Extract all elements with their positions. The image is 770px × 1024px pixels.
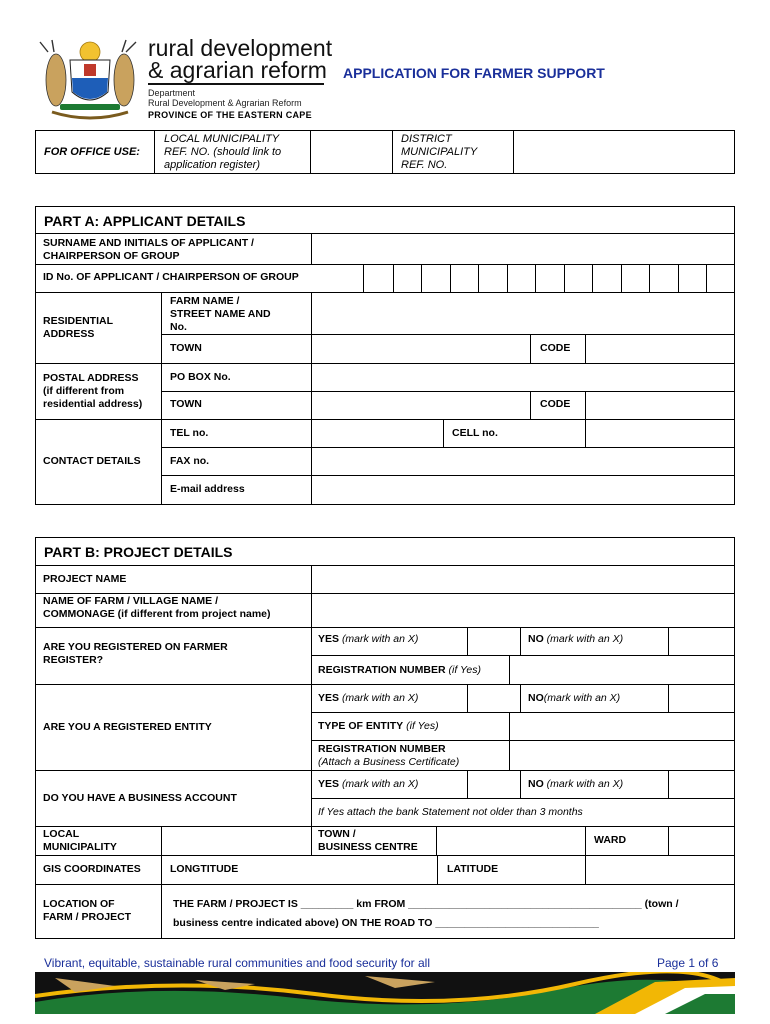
entity-no-label: NO(mark with an X) <box>528 692 621 704</box>
latitude-label: LATITUDE <box>447 863 499 875</box>
id-digit-box[interactable] <box>678 265 707 292</box>
id-digit-box[interactable] <box>649 265 678 292</box>
surname-input[interactable] <box>312 234 734 264</box>
code-input[interactable] <box>586 335 734 363</box>
project-name-input[interactable] <box>312 566 734 593</box>
id-digit-box[interactable] <box>535 265 564 292</box>
part-a-title: PART A: APPLICANT DETAILS <box>44 213 246 229</box>
tel-label: TEL no. <box>170 427 209 439</box>
account-no-label: NO (mark with an X) <box>528 778 624 790</box>
code-label: CODE <box>540 342 571 354</box>
register-no-checkbox[interactable] <box>669 628 734 655</box>
po-box-input[interactable] <box>312 364 734 390</box>
postal-code-input[interactable] <box>586 392 734 419</box>
id-digit-box[interactable] <box>393 265 422 292</box>
surname-label: SURNAME AND INITIALS OF APPLICANT / CHAIRPERSON OF GROUP <box>43 237 254 262</box>
footer-motto: Vibrant, equitable, sustainable rural communities and food security for all <box>44 956 430 970</box>
ward-input[interactable] <box>669 827 734 855</box>
register-yes-label: YES (mark with an X) <box>318 633 419 645</box>
id-digit-box[interactable] <box>478 265 507 292</box>
register-number-label: REGISTRATION NUMBER (if Yes) <box>318 664 481 676</box>
local-municipality-label: LOCAL MUNICIPALITY <box>43 828 117 853</box>
farm-name-label: FARM NAME / STREET NAME AND No. <box>170 295 271 333</box>
type-of-entity-input[interactable] <box>510 713 734 740</box>
local-ref-input[interactable] <box>310 130 393 174</box>
town-label: TOWN <box>170 342 202 354</box>
longitude-label: LONGTITUDE <box>170 863 239 875</box>
office-use-label-cell: FOR OFFICE USE: <box>35 130 155 174</box>
form-title: APPLICATION FOR FARMER SUPPORT <box>343 65 605 81</box>
tel-input[interactable] <box>312 420 442 447</box>
cell-label: CELL no. <box>452 427 498 439</box>
entity-yes-label: YES (mark with an X) <box>318 692 419 704</box>
brand-divider <box>148 83 324 85</box>
id-digit-box[interactable] <box>364 265 392 292</box>
brand-line-2: & agrarian reform <box>148 57 327 83</box>
register-no-label: NO (mark with an X) <box>528 633 624 645</box>
account-no-checkbox[interactable] <box>669 771 734 798</box>
id-digit-box[interactable] <box>706 265 735 292</box>
town-business-centre-input[interactable] <box>437 827 585 855</box>
part-b-title: PART B: PROJECT DETAILS <box>44 544 233 560</box>
fax-label: FAX no. <box>170 455 210 467</box>
postal-address-label: POSTAL ADDRESS (if different from residential address) <box>43 372 143 410</box>
entity-reg-number-input[interactable] <box>510 741 734 770</box>
email-input[interactable] <box>312 476 734 504</box>
district-ref-label-cell: DISTRICT MUNICIPALITY REF. NO. <box>392 130 514 174</box>
entity-no-checkbox[interactable] <box>669 685 734 712</box>
cell-input[interactable] <box>586 420 734 447</box>
location-label: LOCATION OF FARM / PROJECT <box>43 898 132 923</box>
account-yes-label: YES (mark with an X) <box>318 778 419 790</box>
code2-label: CODE <box>540 398 571 410</box>
location-line-2[interactable]: business centre indicated above) ON THE ROAD TO ____________________________ <box>173 917 599 929</box>
provincial-coat-of-arms-icon <box>30 38 148 120</box>
entity-yes-checkbox[interactable] <box>468 685 519 712</box>
id-digit-box[interactable] <box>621 265 650 292</box>
email-label: E-mail address <box>170 483 245 495</box>
bank-statement-note: If Yes attach the bank Statement not older than 3 months <box>318 806 583 818</box>
id-number-label: ID No. OF APPLICANT / CHAIRPERSON OF GROUP <box>43 271 299 283</box>
type-of-entity-label: TYPE OF ENTITY (if Yes) <box>318 720 439 732</box>
town-business-centre-label: TOWN / BUSINESS CENTRE <box>318 828 418 853</box>
latitude-input[interactable] <box>586 856 734 884</box>
po-box-label: PO BOX No. <box>170 371 231 383</box>
decorative-flag-band-icon <box>35 972 735 1014</box>
farm-street-input[interactable] <box>312 293 734 334</box>
page-number: Page 1 of 6 <box>657 956 719 970</box>
local-ref-label-cell: LOCAL MUNICIPALITY REF. NO. (should link to application register) <box>154 130 311 174</box>
project-name-label: PROJECT NAME <box>43 573 127 585</box>
residential-address-label: RESIDENTIAL ADDRESS <box>43 315 114 340</box>
postal-town-input[interactable] <box>312 392 530 419</box>
id-digit-box[interactable] <box>421 265 450 292</box>
fax-input[interactable] <box>312 448 734 475</box>
department-label: Department Rural Development & Agrarian Reform <box>148 88 302 108</box>
town-input[interactable] <box>312 335 530 363</box>
location-line-1[interactable]: THE FARM / PROJECT IS _________ km FROM ________________________________________ (town / <box>173 898 679 910</box>
register-number-input[interactable] <box>510 656 734 684</box>
id-digit-box[interactable] <box>592 265 621 292</box>
id-digit-box[interactable] <box>564 265 593 292</box>
farm-village-label: NAME OF FARM / VILLAGE NAME / COMMONAGE (if different from project name) <box>43 595 271 620</box>
id-digit-box[interactable] <box>450 265 479 292</box>
gis-coordinates-label: GIS COORDINATES <box>43 863 141 875</box>
farm-village-input[interactable] <box>312 594 734 627</box>
register-yes-checkbox[interactable] <box>468 628 519 655</box>
local-municipality-input[interactable] <box>162 827 311 855</box>
id-digit-box[interactable] <box>507 265 536 292</box>
province-label: PROVINCE OF THE EASTERN CAPE <box>148 110 312 120</box>
district-ref-input[interactable] <box>513 130 735 174</box>
town2-label: TOWN <box>170 398 202 410</box>
farmer-register-label: ARE YOU REGISTERED ON FARMER REGISTER? <box>43 641 228 666</box>
business-account-label: DO YOU HAVE A BUSINESS ACCOUNT <box>43 792 237 804</box>
entity-reg-number-label: REGISTRATION NUMBER (Attach a Business Certificate) <box>318 743 460 768</box>
brand-line-1: rural development <box>148 35 333 61</box>
ward-label: WARD <box>594 834 627 846</box>
account-yes-checkbox[interactable] <box>468 771 519 798</box>
contact-details-label: CONTACT DETAILS <box>43 455 141 467</box>
registered-entity-label: ARE YOU A REGISTERED ENTITY <box>43 721 212 733</box>
longitude-input[interactable] <box>260 856 437 884</box>
